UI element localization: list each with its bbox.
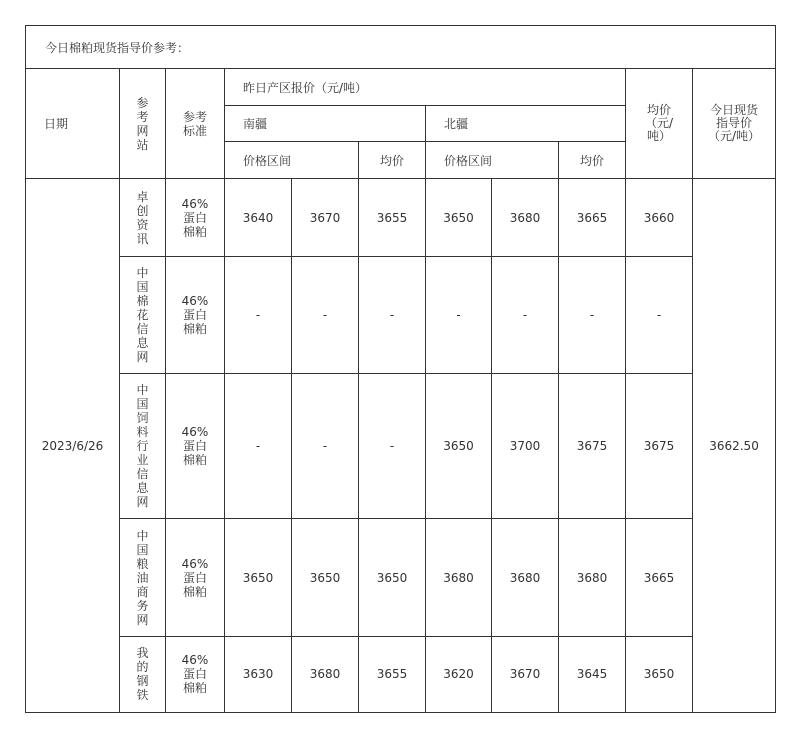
south-low-cell: - [225,256,292,373]
table-title: 今日棉粕现货指导价参考： [26,26,776,69]
header-site-label: 参考网站 [136,95,149,152]
site-name: 中国棉花信息网 [136,265,149,364]
north-low-cell: 3620 [426,636,492,712]
site-name: 中国饲料行业信息网 [136,383,149,510]
south-low-cell: 3640 [225,179,292,256]
standard-text: 46%蛋白棉粕 [181,293,209,336]
header-overall-avg-label: 均价（元/吨） [644,103,674,144]
table-row [26,256,776,373]
south-avg-cell: - [359,373,426,518]
table-row [26,179,776,256]
north-low-cell: 3650 [426,179,492,256]
header-site [120,69,166,179]
standard-cell [166,519,225,636]
south-low-cell: 3650 [225,519,292,636]
avg-cell: 3665 [626,519,693,636]
standard-text: 46%蛋白棉粕 [181,653,209,696]
avg-cell: 3675 [626,373,693,518]
table-row [26,373,776,518]
avg-cell: 3660 [626,179,693,256]
header-date: 日期 [26,69,120,179]
site-cell [120,373,166,518]
south-high-cell: - [292,256,359,373]
north-avg-cell: 3675 [559,373,626,518]
header-today-guide-label: 今日现货指导价（元/吨） [708,103,761,144]
header-standard [166,69,225,179]
standard-cell [166,373,225,518]
header-south-avg: 均价 [359,142,426,179]
north-high-cell: - [492,256,559,373]
south-high-cell: 3650 [292,519,359,636]
north-avg-cell: - [559,256,626,373]
site-name: 我的钢铁 [136,646,149,703]
header-south-range: 价格区间 [225,142,359,179]
south-avg-cell: 3650 [359,519,426,636]
table-row [26,636,776,712]
standard-cell [166,179,225,256]
site-cell [120,519,166,636]
site-cell [120,179,166,256]
north-high-cell: 3700 [492,373,559,518]
standard-cell [166,256,225,373]
header-south: 南疆 [225,106,426,142]
north-avg-cell: 3680 [559,519,626,636]
table-row [26,519,776,636]
site-cell [120,256,166,373]
south-avg-cell: - [359,256,426,373]
south-high-cell: 3670 [292,179,359,256]
standard-text: 46%蛋白棉粕 [181,425,209,468]
south-avg-cell: 3655 [359,179,426,256]
header-overall-avg [626,69,693,179]
north-high-cell: 3680 [492,179,559,256]
site-name: 中国粮油商务网 [136,528,149,627]
south-high-cell: - [292,373,359,518]
header-row-1 [26,69,776,106]
south-low-cell: 3630 [225,636,292,712]
north-high-cell: 3670 [492,636,559,712]
date-cell: 2023/6/26 [26,179,120,713]
south-avg-cell: 3655 [359,636,426,712]
header-yesterday-quote: 昨日产区报价（元/吨） [225,69,626,106]
south-low-cell: - [225,373,292,518]
header-north-range: 价格区间 [426,142,559,179]
north-low-cell: 3650 [426,373,492,518]
header-today-guide [693,69,776,179]
avg-cell: 3650 [626,636,693,712]
price-table [25,25,776,713]
title-row [26,26,776,69]
standard-text: 46%蛋白棉粕 [181,196,209,239]
header-standard-label: 参考标准 [182,109,207,138]
north-low-cell: 3680 [426,519,492,636]
standard-cell [166,636,225,712]
north-avg-cell: 3645 [559,636,626,712]
today-guide-price: 3662.50 [693,179,776,713]
north-high-cell: 3680 [492,519,559,636]
north-low-cell: - [426,256,492,373]
standard-text: 46%蛋白棉粕 [181,556,209,599]
header-north-avg: 均价 [559,142,626,179]
site-name: 卓创资讯 [136,189,149,246]
avg-cell: - [626,256,693,373]
header-north: 北疆 [426,106,626,142]
north-avg-cell: 3665 [559,179,626,256]
site-cell [120,636,166,712]
south-high-cell: 3680 [292,636,359,712]
